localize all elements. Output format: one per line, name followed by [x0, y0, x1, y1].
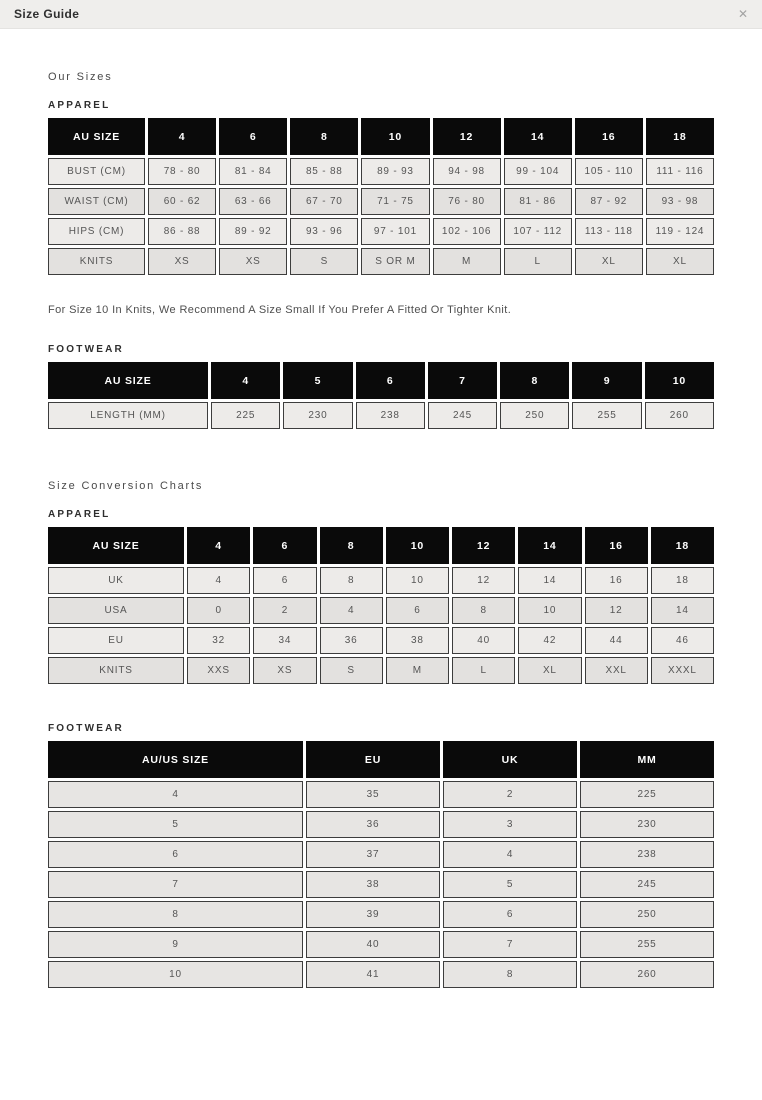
table-cell: 40 — [452, 627, 515, 654]
column-header: 6 — [356, 362, 425, 399]
table-cell: 10 — [386, 567, 449, 594]
apparel-sizes-table — [45, 115, 717, 278]
table-cell: 111 - 116 — [646, 158, 714, 185]
column-header: 6 — [253, 527, 316, 564]
table-cell: BUST (CM) — [48, 158, 145, 185]
table-cell: 0 — [187, 597, 250, 624]
table-cell: 230 — [283, 402, 352, 429]
table-cell: 76 - 80 — [433, 188, 501, 215]
table-cell: LENGTH (MM) — [48, 402, 208, 429]
table-row — [48, 158, 714, 185]
table-cell: 5 — [48, 811, 303, 838]
table-cell: 60 - 62 — [148, 188, 216, 215]
table-cell: 34 — [253, 627, 316, 654]
column-header: 8 — [500, 362, 569, 399]
table-cell: S — [320, 657, 383, 684]
apparel-conversion-table — [45, 524, 717, 687]
table-cell: 5 — [443, 871, 577, 898]
modal-header — [0, 0, 762, 29]
table-row — [48, 218, 714, 245]
table-cell: 4 — [48, 781, 303, 808]
column-header: 10 — [386, 527, 449, 564]
table-cell: 36 — [306, 811, 440, 838]
table-cell: 6 — [443, 901, 577, 928]
table-cell: 16 — [585, 567, 648, 594]
table-cell: 18 — [651, 567, 714, 594]
column-header: AU SIZE — [48, 118, 145, 155]
table-cell: KNITS — [48, 657, 184, 684]
apparel-sizes-label: APPAREL — [48, 100, 111, 111]
table-cell: 37 — [306, 841, 440, 868]
table-cell: 230 — [580, 811, 714, 838]
column-header: 4 — [187, 527, 250, 564]
table-cell: XL — [575, 248, 643, 275]
table-cell: 6 — [253, 567, 316, 594]
table-row — [48, 811, 714, 838]
table-cell: 10 — [518, 597, 581, 624]
table-cell: 8 — [320, 567, 383, 594]
table-cell: 225 — [580, 781, 714, 808]
table-cell: KNITS — [48, 248, 145, 275]
column-header: 16 — [575, 118, 643, 155]
table-cell: 93 - 98 — [646, 188, 714, 215]
table-row — [48, 248, 714, 275]
table-cell: 2 — [443, 781, 577, 808]
table-cell: 250 — [500, 402, 569, 429]
table-header-row — [48, 362, 714, 399]
table-cell: 107 - 112 — [504, 218, 572, 245]
table-cell: 12 — [452, 567, 515, 594]
column-header: UK — [443, 741, 577, 778]
table-cell: 4 — [443, 841, 577, 868]
column-header: 14 — [518, 527, 581, 564]
table-cell: XXS — [187, 657, 250, 684]
table-cell: 89 - 93 — [361, 158, 429, 185]
table-cell: 255 — [572, 402, 641, 429]
column-header: 4 — [211, 362, 280, 399]
table-cell: 38 — [306, 871, 440, 898]
table-cell: XXXL — [651, 657, 714, 684]
table-cell: L — [504, 248, 572, 275]
our-sizes-heading: Our Sizes — [48, 71, 113, 83]
column-header: AU SIZE — [48, 362, 208, 399]
table-cell: 9 — [48, 931, 303, 958]
knits-note: For Size 10 In Knits, We Recommend A Size Small If You Prefer A Fitted Or Tighter Knit. — [48, 304, 512, 316]
table-cell: 46 — [651, 627, 714, 654]
modal-title: Size Guide — [14, 7, 80, 21]
table-cell: 32 — [187, 627, 250, 654]
table-cell: 78 - 80 — [148, 158, 216, 185]
table-cell: XS — [219, 248, 287, 275]
column-header: AU SIZE — [48, 527, 184, 564]
table-cell: 3 — [443, 811, 577, 838]
column-header: 10 — [361, 118, 429, 155]
table-cell: 89 - 92 — [219, 218, 287, 245]
column-header: 5 — [283, 362, 352, 399]
table-cell: 81 - 84 — [219, 158, 287, 185]
table-cell: 10 — [48, 961, 303, 988]
table-cell: 7 — [48, 871, 303, 898]
table-row — [48, 567, 714, 594]
table-cell: XS — [253, 657, 316, 684]
table-cell: 113 - 118 — [575, 218, 643, 245]
table-row — [48, 901, 714, 928]
column-header: 6 — [219, 118, 287, 155]
table-row — [48, 627, 714, 654]
table-cell: 238 — [356, 402, 425, 429]
table-cell: 63 - 66 — [219, 188, 287, 215]
table-cell: 6 — [386, 597, 449, 624]
table-cell: 94 - 98 — [433, 158, 501, 185]
footwear-conversion-table — [45, 738, 717, 991]
table-cell: UK — [48, 567, 184, 594]
column-header: 4 — [148, 118, 216, 155]
table-cell: 12 — [585, 597, 648, 624]
table-cell: 102 - 106 — [433, 218, 501, 245]
table-cell: 99 - 104 — [504, 158, 572, 185]
column-header: AU/US SIZE — [48, 741, 303, 778]
table-cell: XXL — [585, 657, 648, 684]
table-cell: 260 — [580, 961, 714, 988]
table-header-row — [48, 741, 714, 778]
table-cell: 35 — [306, 781, 440, 808]
table-cell: 105 - 110 — [575, 158, 643, 185]
table-cell: 40 — [306, 931, 440, 958]
table-cell: 87 - 92 — [575, 188, 643, 215]
table-cell: 260 — [645, 402, 714, 429]
table-cell: 85 - 88 — [290, 158, 358, 185]
column-header: 8 — [320, 527, 383, 564]
table-cell: 8 — [443, 961, 577, 988]
column-header: 12 — [433, 118, 501, 155]
table-cell: 14 — [651, 597, 714, 624]
table-cell: 14 — [518, 567, 581, 594]
size-guide-content — [0, 71, 762, 991]
table-cell: L — [452, 657, 515, 684]
column-header: 7 — [428, 362, 497, 399]
column-header: 8 — [290, 118, 358, 155]
table-cell: S — [290, 248, 358, 275]
table-cell: 67 - 70 — [290, 188, 358, 215]
table-cell: 225 — [211, 402, 280, 429]
table-row — [48, 597, 714, 624]
table-cell: USA — [48, 597, 184, 624]
table-row — [48, 871, 714, 898]
table-cell: 38 — [386, 627, 449, 654]
table-cell: 86 - 88 — [148, 218, 216, 245]
table-row — [48, 657, 714, 684]
column-header: 10 — [645, 362, 714, 399]
table-cell: 97 - 101 — [361, 218, 429, 245]
table-row — [48, 781, 714, 808]
table-cell: XL — [646, 248, 714, 275]
column-header: 9 — [572, 362, 641, 399]
table-cell: XS — [148, 248, 216, 275]
table-cell: HIPS (CM) — [48, 218, 145, 245]
table-cell: XL — [518, 657, 581, 684]
table-header-row — [48, 118, 714, 155]
table-cell: 4 — [320, 597, 383, 624]
table-row — [48, 841, 714, 868]
column-header: 16 — [585, 527, 648, 564]
column-header: 18 — [646, 118, 714, 155]
table-cell: 42 — [518, 627, 581, 654]
table-cell: 6 — [48, 841, 303, 868]
table-row — [48, 931, 714, 958]
table-cell: M — [386, 657, 449, 684]
close-icon[interactable]: ✕ — [737, 7, 748, 21]
table-cell: 7 — [443, 931, 577, 958]
footwear-conversion-label: FOOTWEAR — [48, 723, 124, 734]
table-cell: 8 — [452, 597, 515, 624]
table-cell: 245 — [580, 871, 714, 898]
table-cell: 36 — [320, 627, 383, 654]
footwear-sizes-table — [45, 359, 717, 432]
table-cell: S OR M — [361, 248, 429, 275]
conversion-heading: Size Conversion Charts — [48, 480, 204, 492]
table-cell: EU — [48, 627, 184, 654]
column-header: EU — [306, 741, 440, 778]
table-cell: 81 - 86 — [504, 188, 572, 215]
table-cell: 8 — [48, 901, 303, 928]
table-cell: 2 — [253, 597, 316, 624]
column-header: 12 — [452, 527, 515, 564]
column-header: 18 — [651, 527, 714, 564]
table-row — [48, 402, 714, 429]
table-cell: 41 — [306, 961, 440, 988]
table-cell: 39 — [306, 901, 440, 928]
table-row — [48, 961, 714, 988]
table-cell: WAIST (CM) — [48, 188, 145, 215]
table-cell: 71 - 75 — [361, 188, 429, 215]
apparel-conversion-label: APPAREL — [48, 509, 111, 520]
table-cell: 238 — [580, 841, 714, 868]
column-header: 14 — [504, 118, 572, 155]
table-row — [48, 188, 714, 215]
table-cell: 44 — [585, 627, 648, 654]
table-cell: 4 — [187, 567, 250, 594]
table-cell: M — [433, 248, 501, 275]
column-header: MM — [580, 741, 714, 778]
table-cell: 245 — [428, 402, 497, 429]
table-cell: 119 - 124 — [646, 218, 714, 245]
table-cell: 93 - 96 — [290, 218, 358, 245]
table-cell: 250 — [580, 901, 714, 928]
table-cell: 255 — [580, 931, 714, 958]
footwear-sizes-label: FOOTWEAR — [48, 344, 124, 355]
table-header-row — [48, 527, 714, 564]
